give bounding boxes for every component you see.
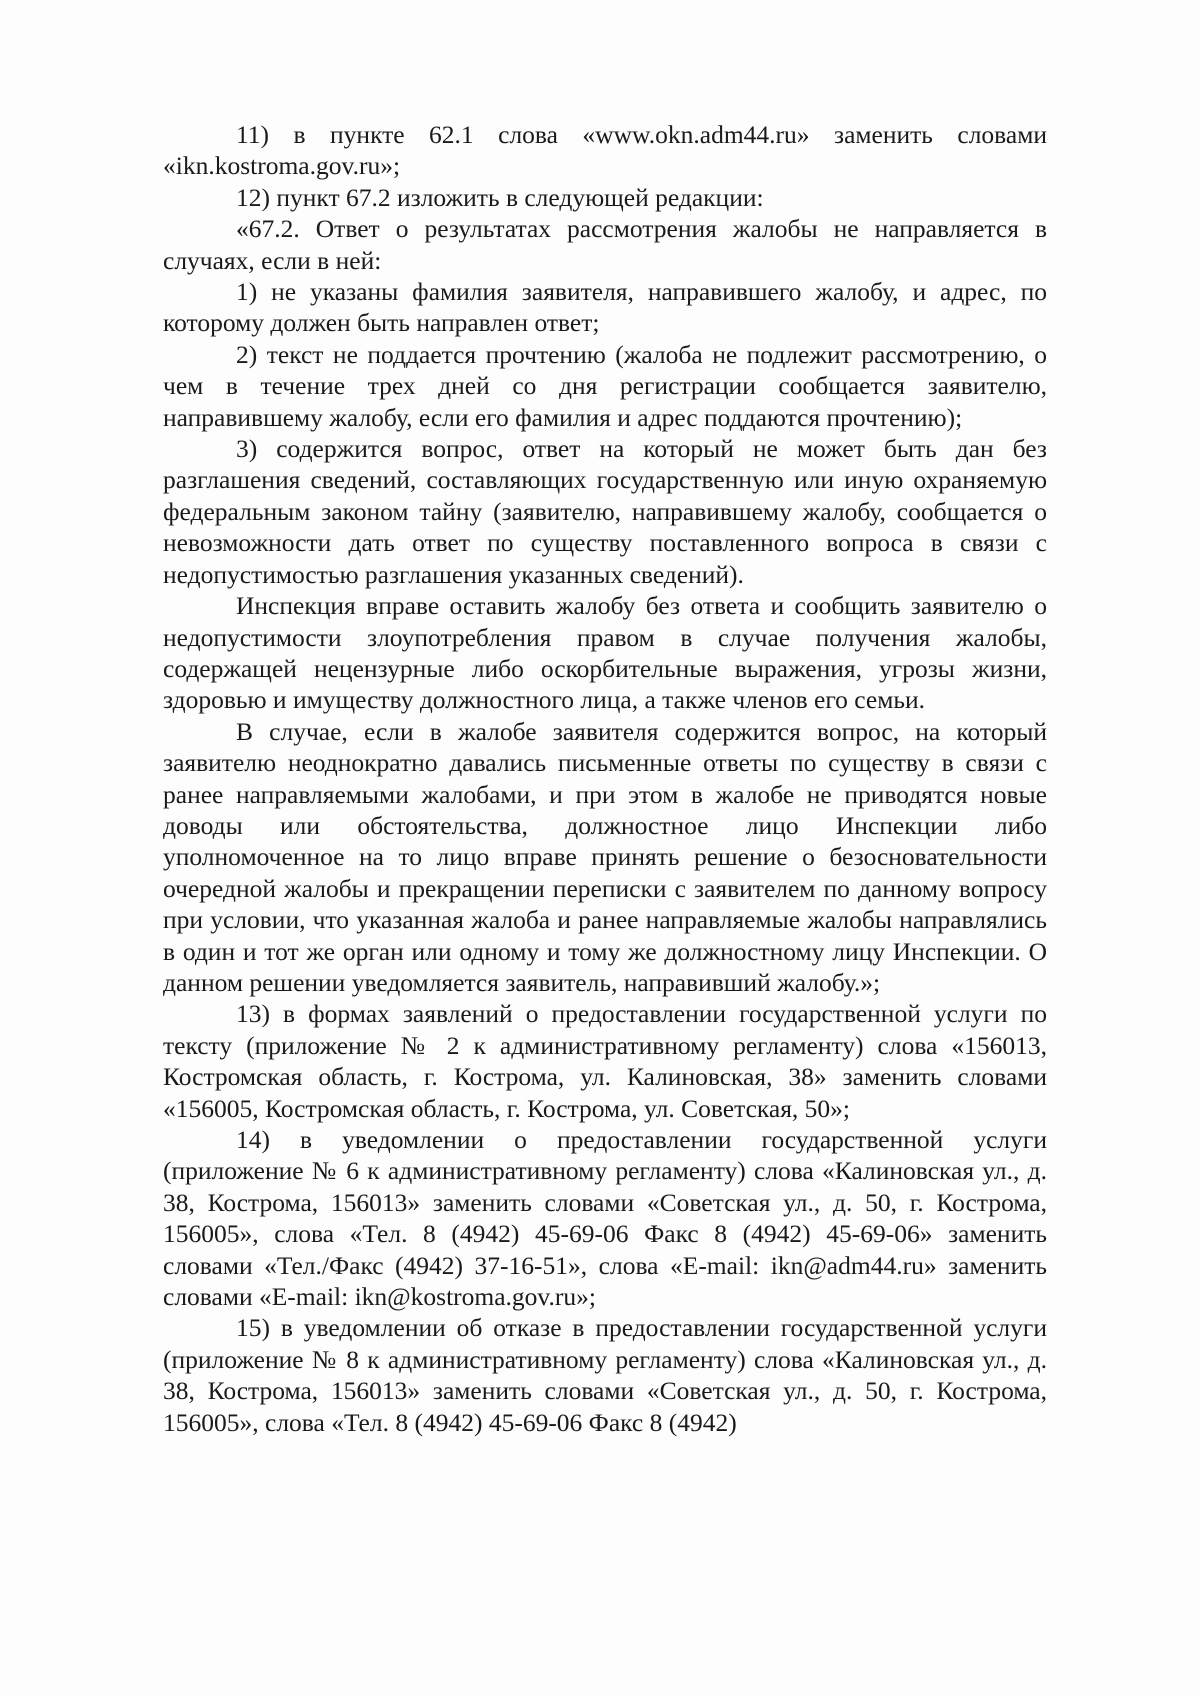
paragraph-case-3: 3) содержится вопрос, ответ на который не может быть дан без разглашения сведений, составляющих государственную или иную охраняемую федеральным законом тайну (заявителю, направившему жалобу, сообщается о невозможности дать ответ по существу поставленного вопроса в связи с недопустимостью разглашения указанных сведений).	[163, 434, 1047, 589]
paragraph-repeat-complaint: В случае, если в жалобе заявителя содержится вопрос, на который заявителю неоднократно давались письменные ответы по существу в связи с ранее направляемыми жалобами, и при этом в жалобе не приводятся новые доводы или обстоятельства, должностное лицо Инспекции либо уполномоченное на то лицо вправе принять решение о безосновательности очередной жалобы и прекращении переписки с заявителем по данному вопросу при условии, что указанная жалоба и ранее направляемые жалобы направлялись в один и тот же орган или одному и тому же должностному лицу Инспекции. О данном решении уведомляется заявитель, направивший жалобу.»;	[163, 716, 1047, 997]
paragraph-item-15: 15) в уведомлении об отказе в предоставлении государственной услуги (приложение № 8 к административному регламенту) слова «Калиновская ул., д. 38, Кострома, 156013» заменить словами «Советская ул., д. 50, г. Кострома, 156005», слова «Тел. 8 (4942) 45-69-06 Факс 8 (4942)	[163, 1313, 1047, 1437]
paragraph-item-11: 11) в пункте 62.1 слова «www.okn.adm44.ru» заменить словами «ikn.kostroma.gov.ru»;	[163, 120, 1047, 181]
paragraph-case-1: 1) не указаны фамилия заявителя, направившего жалобу, и адрес, по которому должен быть направлен ответ;	[163, 277, 1047, 338]
paragraph-inspection-right: Инспекция вправе оставить жалобу без ответа и сообщить заявителю о недопустимости злоупотребления правом в случае получения жалобы, содержащей нецензурные либо оскорбительные выражения, угрозы жизни, здоровью и имуществу должностного лица, а также членов его семьи.	[163, 591, 1047, 715]
document-body	[163, 119, 1047, 1438]
paragraph-item-12: 12) пункт 67.2 изложить в следующей редакции:	[236, 182, 764, 212]
paragraph-item-13: 13) в формах заявлений о предоставлении государственной услуги по тексту (приложение № 2 к административному регламенту) слова «156013, Костромская область, г. Кострома, ул. Калиновская, 38» заменить словами «156005, Костромская область, г. Кострома, ул. Советская, 50»;	[163, 999, 1047, 1123]
paragraph-case-2: 2) текст не поддается прочтению (жалоба не подлежит рассмотрению, о чем в течение трех дней со дня регистрации сообщается заявителю, направившему жалобу, если его фамилия и адрес поддаются прочтению);	[163, 339, 1047, 432]
paragraph-item-14: 14) в уведомлении о предоставлении государственной услуги (приложение № 6 к административному регламенту) слова «Калиновская ул., д. 38, Кострома, 156013» заменить словами «Советская ул., д. 50, г. Кострома, 156005», слова «Тел. 8 (4942) 45-69-06 Факс 8 (4942) 45-69-06» заменить словами «Тел./Факс (4942) 37-16-51», слова «E-mail: ikn@adm44.ru» заменить словами «E-mail: ikn@kostroma.gov.ru»;	[163, 1125, 1047, 1312]
paragraph-67-2-intro: «67.2. Ответ о результатах рассмотрения жалобы не направляется в случаях, если в ней:	[163, 214, 1047, 275]
